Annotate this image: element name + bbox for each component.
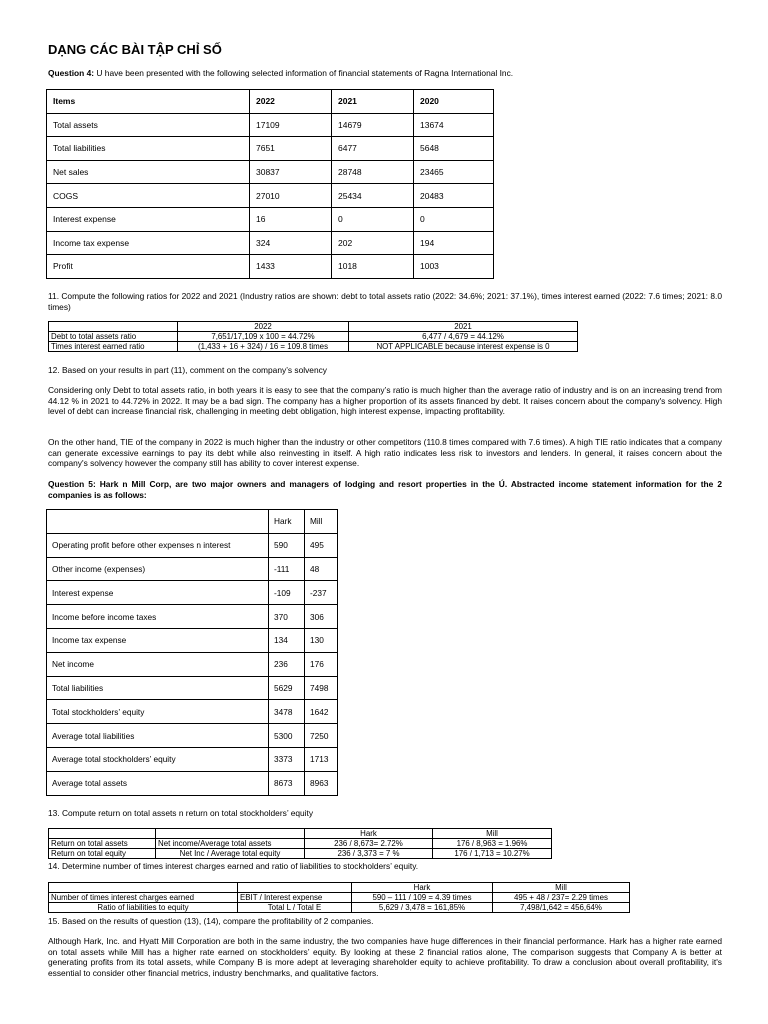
table-cell: Return on total equity — [49, 849, 156, 859]
table-header-row — [47, 510, 338, 534]
table-cell: 17109 — [250, 113, 332, 137]
table-row — [47, 581, 338, 605]
header-cell: Mill — [433, 829, 552, 839]
table-cell: 495 — [305, 533, 338, 557]
table-cell: 1642 — [305, 700, 338, 724]
table-row — [47, 747, 338, 771]
table-cell: Operating profit before other expenses n interest — [47, 533, 269, 557]
table-cell: 0 — [332, 207, 414, 231]
table-cell: 134 — [269, 628, 305, 652]
table-cell: Net income — [47, 652, 269, 676]
table-cell: 1713 — [305, 747, 338, 771]
table-cell: Average total liabilities — [47, 724, 269, 748]
table-cell: COGS — [47, 184, 250, 208]
table-cell: EBIT / Interest expense — [238, 893, 352, 903]
table-cell: Number of times interest charges earned — [49, 893, 238, 903]
table-cell: Interest expense — [47, 207, 250, 231]
header-cell — [49, 322, 178, 332]
table-cell: Income tax expense — [47, 231, 250, 255]
table-cell: 590 — [269, 533, 305, 557]
table-cell: 0 — [414, 207, 494, 231]
table-cell: 495 + 48 / 237= 2.29 times — [493, 893, 630, 903]
table-cell: 176 — [305, 652, 338, 676]
table-cell: 48 — [305, 557, 338, 581]
table-row — [49, 332, 578, 342]
table-cell: 5300 — [269, 724, 305, 748]
question-12-paragraph-2: On the other hand, TIE of the company in 2022 is much higher than the industry or other competitors (110.8 times compared with 7.6 times). A high TIE ratio indicates that a company can generate excessive earnings to pay its debt while also reinvesting in itself. A high ratio indicates less risk to investors and lenders. In general, it raises concern about the company's solvency however the company still has ability to cover interest expense. — [48, 437, 722, 469]
table-cell: 20483 — [414, 184, 494, 208]
table-cell: Return on total assets — [49, 839, 156, 849]
question-13-prompt: 13. Compute return on total assets n return on total stockholders’ equity — [48, 808, 314, 818]
table-cell: Total liabilities — [47, 676, 269, 700]
table-cell: -109 — [269, 581, 305, 605]
table-row — [49, 839, 552, 849]
question-14-prompt: 14. Determine number of times interest charges earned and ratio of liabilities to stockholders’ equity. — [48, 861, 419, 871]
header-cell: Mill — [493, 883, 630, 893]
table-row — [47, 676, 338, 700]
table-row — [47, 533, 338, 557]
question-4-text: U have been presented with the following selected information of financial statements of Ragna International Inc. — [94, 68, 514, 78]
header-cell: 2022 — [178, 322, 349, 332]
table-cell: 7651 — [250, 137, 332, 161]
header-cell: 2021 — [349, 322, 578, 332]
table-cell: 30837 — [250, 160, 332, 184]
table-cell: 1018 — [332, 255, 414, 279]
table-cell: Net income/Average total assets — [156, 839, 305, 849]
question-12-paragraph-1: Considering only Debt to total assets ratio, in both years it is easy to see that the company’s ratio is much higher than the average ratio of industry and is on an increasing trend from 44.12 % in 2021 to 44.72% in 2022. It may be a bad sign. The company has a higher proportion of its assets financed by debt. It raises concern about the company's solvency. High level of debt can increase financial risk, challenging in meeting debt obligation, high interest expense, impacting profitability. — [48, 385, 722, 417]
header-cell: 2021 — [332, 90, 414, 114]
table-cell: Income tax expense — [47, 628, 269, 652]
table-cell: 236 / 8,673= 2.72% — [305, 839, 433, 849]
table-cell: 590 – 111 / 109 = 4.39 times — [352, 893, 493, 903]
table-cell: 5629 — [269, 676, 305, 700]
table-cell: 13674 — [414, 113, 494, 137]
solvency-ratio-table — [48, 321, 578, 352]
question-15-paragraph: Although Hark, Inc. and Hyatt Mill Corporation are both in the same industry, the two companies have huge differences in their financial performance. Hark has a higher rate earned on total assets while Mill has a higher rate earned on stockholders’ equity. By looking at these 2 financial ratios alone, The comparison suggests that Company A is better at generating profits from its total assets, while Company B is more adept at leveraging shareholder equity to achieve profitability. To draw a conclusion about overall profitability, it's essential to consider other financial metrics, industry benchmarks, and qualitative factors. — [48, 936, 722, 978]
table-row — [49, 849, 552, 859]
table-cell: 7,498/1,642 = 456,64% — [493, 903, 630, 913]
table-cell: NOT APPLICABLE because interest expense is 0 — [349, 342, 578, 352]
table-cell: 6,477 / 4,679 = 44.12% — [349, 332, 578, 342]
table-header-row — [49, 322, 578, 332]
table-row — [47, 160, 494, 184]
header-cell: Hark — [269, 510, 305, 534]
header-cell: Hark — [305, 829, 433, 839]
table-cell: Net sales — [47, 160, 250, 184]
table-cell: 176 / 8,963 = 1.96% — [433, 839, 552, 849]
table-cell: 3478 — [269, 700, 305, 724]
table-cell: Total L / Total E — [238, 903, 352, 913]
table-cell: 324 — [250, 231, 332, 255]
table-cell: 194 — [414, 231, 494, 255]
header-cell — [49, 829, 156, 839]
header-cell — [49, 883, 238, 893]
table-row — [47, 231, 494, 255]
table-cell: 23465 — [414, 160, 494, 184]
table-cell: Total stockholders’ equity — [47, 700, 269, 724]
header-cell: 2022 — [250, 90, 332, 114]
table-cell: 236 — [269, 652, 305, 676]
table-cell: Profit — [47, 255, 250, 279]
table-header-row — [47, 90, 494, 114]
table-cell: -111 — [269, 557, 305, 581]
table-cell: 306 — [305, 605, 338, 629]
table-cell: (1,433 + 16 + 324) / 16 = 109.8 times — [178, 342, 349, 352]
table-row — [47, 557, 338, 581]
table-cell: 370 — [269, 605, 305, 629]
table-row — [47, 724, 338, 748]
table-cell: Income before income taxes — [47, 605, 269, 629]
header-cell — [47, 510, 269, 534]
financial-data-table — [46, 89, 494, 279]
table-cell: 130 — [305, 628, 338, 652]
table-cell: 28748 — [332, 160, 414, 184]
table-cell: Times interest earned ratio — [49, 342, 178, 352]
question-12-prompt: 12. Based on your results in part (11), comment on the company’s solvency — [48, 365, 327, 375]
table-row — [47, 113, 494, 137]
table-cell: Average total stockholders’ equity — [47, 747, 269, 771]
question-4-prompt — [48, 68, 722, 79]
table-cell: 236 / 3,373 = 7 % — [305, 849, 433, 859]
table-cell: Other income (expenses) — [47, 557, 269, 581]
table-cell: Ratio of liabilities to equity — [49, 903, 238, 913]
table-cell: 1003 — [414, 255, 494, 279]
table-row — [47, 184, 494, 208]
table-row — [49, 903, 630, 913]
table-cell: 7250 — [305, 724, 338, 748]
table-cell: Total assets — [47, 113, 250, 137]
table-cell: 1433 — [250, 255, 332, 279]
table-row — [47, 605, 338, 629]
header-cell — [238, 883, 352, 893]
table-cell: Average total assets — [47, 771, 269, 795]
return-ratio-table — [48, 828, 552, 859]
table-cell: Net Inc / Average total equity — [156, 849, 305, 859]
table-cell: 7498 — [305, 676, 338, 700]
leverage-ratio-table — [48, 882, 630, 913]
table-cell: 16 — [250, 207, 332, 231]
question-4-label: Question 4: — [48, 68, 95, 78]
table-cell: 8673 — [269, 771, 305, 795]
header-cell — [156, 829, 305, 839]
table-row — [49, 893, 630, 903]
header-cell: Hark — [352, 883, 493, 893]
table-cell: 8963 — [305, 771, 338, 795]
table-cell: 25434 — [332, 184, 414, 208]
header-cell: Mill — [305, 510, 338, 534]
table-cell: 176 / 1,713 = 10.27% — [433, 849, 552, 859]
page-title: DẠNG CÁC BÀI TẬP CHỈ SỐ — [48, 42, 222, 57]
table-header-row — [49, 883, 630, 893]
table-header-row — [49, 829, 552, 839]
table-row — [47, 207, 494, 231]
table-cell: 6477 — [332, 137, 414, 161]
table-cell: 7,651/17,109 x 100 = 44.72% — [178, 332, 349, 342]
table-row — [47, 255, 494, 279]
hark-mill-income-table — [46, 509, 338, 796]
question-15-prompt: 15. Based on the results of question (13), (14), compare the profitability of 2 companies. — [48, 916, 374, 926]
table-cell: 5,629 / 3,478 = 161,85% — [352, 903, 493, 913]
table-cell: -237 — [305, 581, 338, 605]
table-cell: 3373 — [269, 747, 305, 771]
header-cell: Items — [47, 90, 250, 114]
table-cell: 5648 — [414, 137, 494, 161]
question-5-prompt: Question 5: Hark n Mill Corp, are two major owners and managers of lodging and resort properties in the Ú. Abstracted income statement information for the 2 companies is as follows: — [48, 479, 722, 500]
question-11-prompt: 11. Compute the following ratios for 2022 and 2021 (Industry ratios are shown: debt to total assets ratio (2022: 34.6%; 2021: 37.1%), times interest earned (2022: 7.6 times; 2021: 8.0 times) — [48, 291, 722, 312]
header-cell: 2020 — [414, 90, 494, 114]
table-cell: 27010 — [250, 184, 332, 208]
table-row — [47, 628, 338, 652]
table-row — [47, 771, 338, 795]
table-cell: Total liabilities — [47, 137, 250, 161]
table-cell: Interest expense — [47, 581, 269, 605]
table-row — [47, 652, 338, 676]
table-row — [49, 342, 578, 352]
table-row — [47, 700, 338, 724]
table-cell: 14679 — [332, 113, 414, 137]
table-cell: 202 — [332, 231, 414, 255]
table-row — [47, 137, 494, 161]
table-cell: Debt to total assets ratio — [49, 332, 178, 342]
